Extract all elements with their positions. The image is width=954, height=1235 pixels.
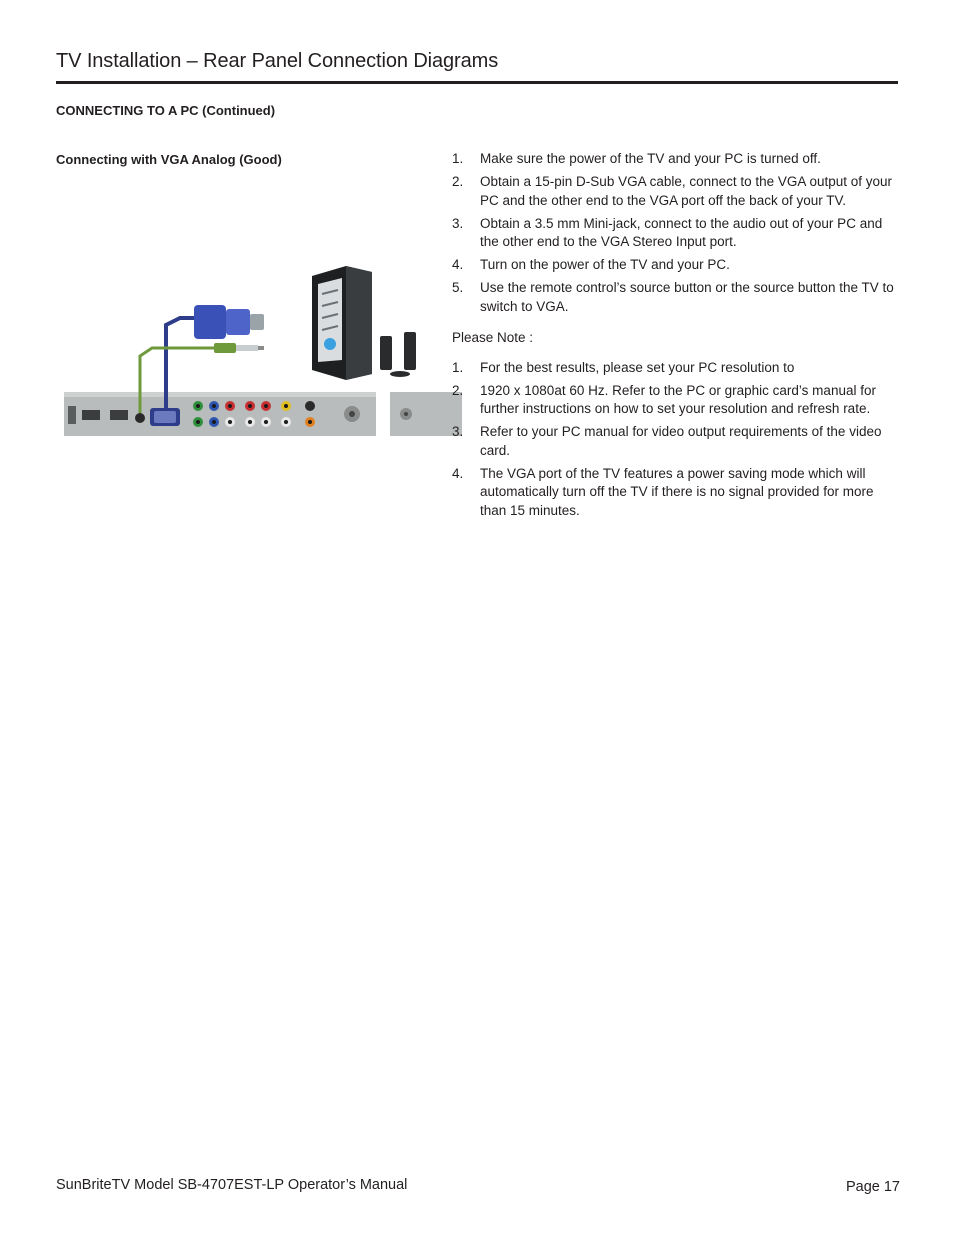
- section-heading: CONNECTING TO A PC (Continued): [56, 103, 276, 118]
- list-item: 4. The VGA port of the TV features a power saving mode which will automatically turn off the TV if there is no signal provided for more than 15 minutes.: [452, 465, 874, 518]
- steps-list: [452, 150, 900, 316]
- note-label: Please Note :: [452, 330, 534, 345]
- sub-heading: Connecting with VGA Analog (Good): [56, 152, 282, 167]
- list-item: 5. Use the remote control’s source button or the source button the TV to switch to VGA.: [452, 280, 894, 314]
- title-rule: [56, 81, 898, 84]
- instructions-column: [452, 150, 900, 525]
- list-item: 3. Refer to your PC manual for video output requirements of the video card.: [452, 424, 882, 458]
- list-item: 2. Obtain a 15-pin D-Sub VGA cable, connect to the VGA output of your PC and the other end to the VGA port off the back of your TV.: [452, 174, 893, 208]
- footer-page-number: Page 17: [845, 1179, 900, 1195]
- list-item: 2. 1920 x 1080at 60 Hz. Refer to the PC or graphic card’s manual for further instructions on how to set your resolution and refresh rate.: [452, 382, 876, 416]
- list-item: 1. Make sure the power of the TV and your PC is turned off.: [452, 151, 821, 166]
- list-item: 1. For the best results, please set your PC resolution to: [452, 359, 795, 375]
- list-item: 3. Obtain a 3.5 mm Mini-jack, connect to the audio out of your PC and the other end to the VGA Stereo Input port.: [452, 215, 883, 249]
- vga-connection-diagram-icon: [64, 210, 462, 440]
- list-item: 4. Turn on the power of the TV and your PC.: [452, 257, 730, 272]
- notes-list: [452, 359, 900, 521]
- page-title: TV Installation – Rear Panel Connection Diagrams: [56, 50, 499, 72]
- footer-manual-title: SunBriteTV Model SB-4707EST-LP Operator’s Manual: [56, 1177, 408, 1193]
